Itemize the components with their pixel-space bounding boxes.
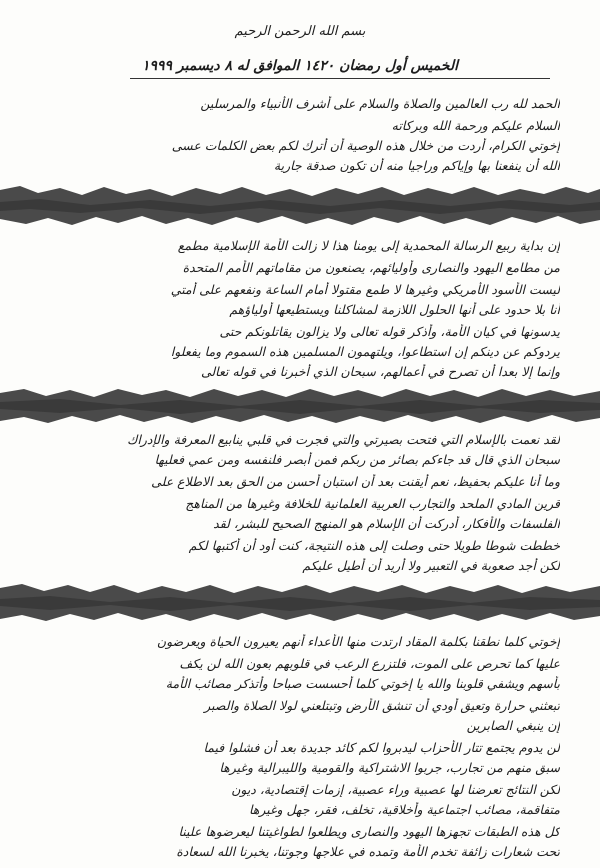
- text-line: الفلسفات والأفكار، أدركت أن الإسلام هو المنهج الصحيح للبشر، لقد: [213, 516, 560, 531]
- text-line: أنا بلا حدود على أنها الحلول اللازمة لمشاكلنا ويستطيعها أولياؤهم: [229, 302, 560, 317]
- torn-edge-divider: [0, 580, 600, 624]
- text-line: وما أنا عليكم بحفيظ، نعم أيقنت بعد أن استبان أحسن من الحق بعد الاطلاع على: [151, 474, 560, 489]
- text-line: ليست الأسود الأمريكي وغيرها لا طمع مقتولا أمام الساعة ونفعهم على أمتي: [170, 282, 560, 297]
- text-line: إخوتي كلما نطقنا بكلمة المقاد ارتدت منها الأعداء أنهم يعيرون الحياة ويعرضون: [156, 634, 560, 649]
- torn-edge-divider: [0, 384, 600, 426]
- text-line: سبق منهم من تجارب، جربوا الاشتراكية والقومية والليبرالية وغيرها: [219, 760, 560, 775]
- text-line: إن ينبغي الصابرين: [466, 718, 560, 733]
- text-line: كل هذه الطبقات تجهزها اليهود والنصارى ويطلعوا لطواغيتنا ليعرضوها علينا: [178, 824, 560, 839]
- text-line: السلام عليكم ورحمة الله وبركاته: [391, 118, 560, 133]
- basmala-heading: بسم الله الرحمن الرحيم: [234, 24, 366, 39]
- text-line: تحت شعارات زائفة تخدم الأمة وتمده في علاجها وجوتنا، يخبرنا الله لسعادة: [176, 844, 560, 859]
- text-line: قرين المادي الملحد والتجارب العربية العلمانية للخلافة وغيرها من المناهج: [185, 496, 560, 511]
- text-line: لكن أجد صعوبة في التعبير ولا أريد أن أطيل عليكم: [302, 558, 560, 573]
- text-line: خططت شوطا طويلا حتى وصلت إلى هذه النتيجة، كنت أود أن أكتبها لكم: [188, 538, 560, 553]
- text-line: إخوتي الكرام، أردت من خلال هذه الوصية أن أترك لكم بعض الكلمات عسى: [171, 138, 560, 153]
- text-line: وإنما إلا بعدا أن تصرح في أعمالهم، سبحان الذي أخبرنا في قوله تعالى: [200, 364, 560, 379]
- date-line: الخميس أول رمضان ١٤٢٠ الموافق له ٨ ديسمبر ١٩٩٩: [141, 58, 458, 74]
- text-line: تبعثني حرارة وتعيق أودي أن تنشق الأرض وتبتلعني لولا الصلاة والصبر: [204, 698, 560, 713]
- text-line: لن يدوم يجتمع تتار الأحزاب ليدبروا لكم كائد جديدة بعد أن فشلوا فيما: [203, 740, 560, 755]
- text-line: عليها كما تحرص على الموت، فلتزرع الرعب في قلوبهم بعون الله لن يكف: [179, 656, 560, 671]
- text-line: إن بداية ربيع الرسالة المحمدية إلى يومنا هذا لا زالت الأمة الإسلامية مطمع: [177, 238, 560, 253]
- text-line: الله أن ينفعنا بها وإياكم وراجيا منه أن تكون صدقة جارية: [273, 158, 560, 173]
- text-line: لقد نعمت بالإسلام التي فتحت بصيرتي والتي فجرت في قلبي ينابيع المعرفة والإدراك: [127, 432, 560, 447]
- text-line: لكن النتائج تعرضنا لها عصبية وراء عصبية، إزمات إقتصادية، ديون: [231, 782, 560, 797]
- text-line: يدسونها في كيان الأمة، وأذكر قوله تعالى ولا يزالون يقاتلونكم حتى: [219, 324, 560, 339]
- text-line: الحمد لله رب العالمين والصلاة والسلام على أشرف الأنبياء والمرسلين: [200, 96, 560, 111]
- torn-edge-divider: [0, 182, 600, 228]
- text-line: من مطامع اليهود والنصارى وأوليائهم، يصنعون من مقاماتهم الأمم المتحدة: [182, 260, 560, 275]
- date-underline: [130, 78, 550, 79]
- text-line: يردوكم عن دينكم إن استطاعوا، ويلتهمون المسلمين هذه السموم وما يفعلوا: [170, 344, 560, 359]
- text-line: متفاقمة، مصائب اجتماعية وأخلاقية، تخلف، فقر، جهل وغيرها: [248, 802, 560, 817]
- text-line: سبحان الذي قال قد جاءكم بصائر من ربكم فمن أبصر فلنفسه ومن عمي فعليها: [154, 452, 560, 467]
- text-line: بأسهم ويشفي قلوبنا والله يا إخوتي كلما أحسست صباحا وأتذكر مصائب الأمة: [165, 676, 560, 691]
